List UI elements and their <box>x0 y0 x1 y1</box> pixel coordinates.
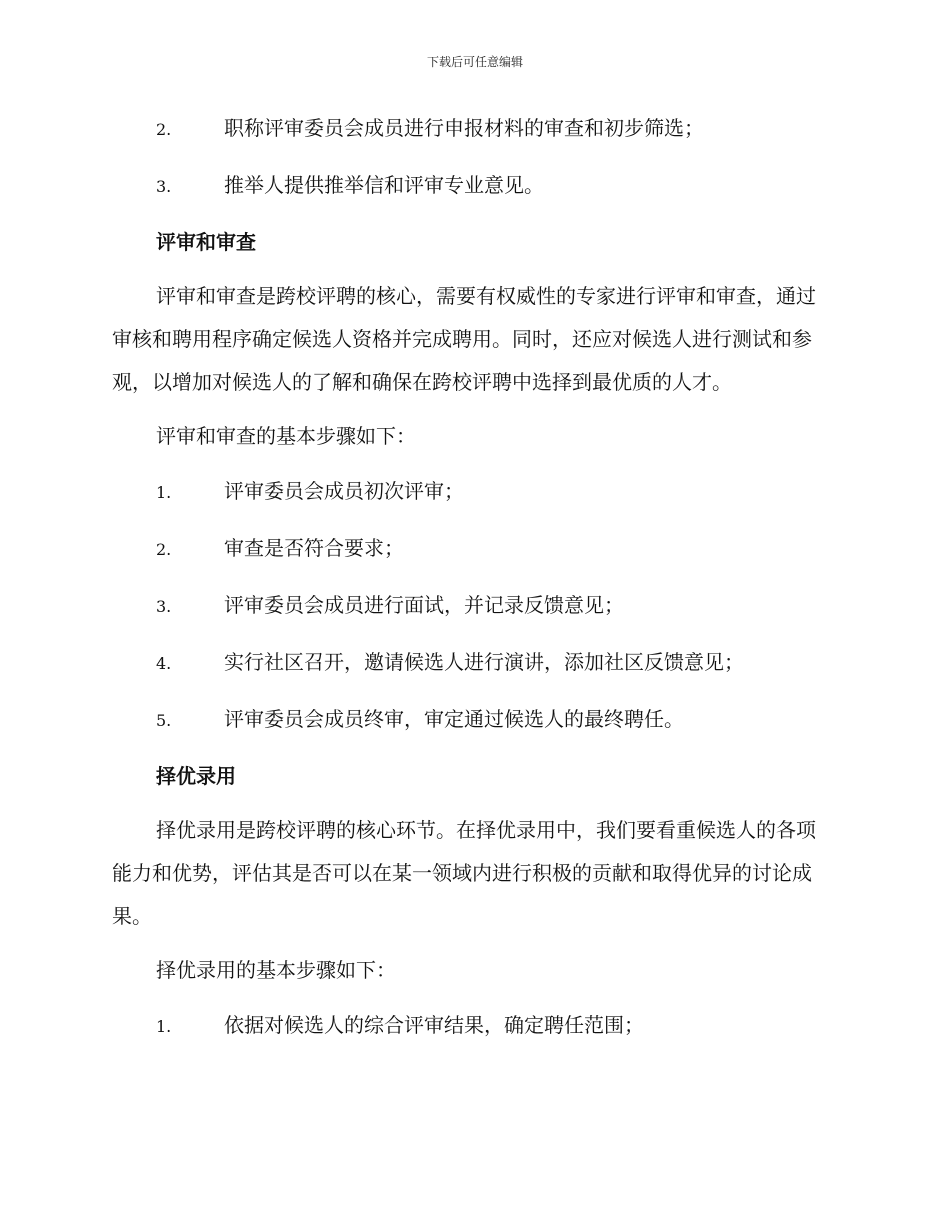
list-number: 5. <box>156 711 172 730</box>
list-text: 依据对候选人的综合评审结果，确定聘任范围； <box>224 1013 644 1037</box>
list-text: 审查是否符合要求； <box>224 536 404 560</box>
list-number: 1. <box>156 483 172 502</box>
list-text: 实行社区召开，邀请候选人进行演讲，添加社区反馈意见； <box>224 650 744 674</box>
document-body <box>112 106 832 1060</box>
paragraph-review-steps-title: 评审和审查的基本步骤如下： <box>156 424 416 448</box>
section-heading-review: 评审和审查 <box>156 230 256 254</box>
list-text: 评审委员会成员初次评审； <box>224 479 464 503</box>
page-header: 下载后可任意编辑 <box>426 55 523 69</box>
list-text: 评审委员会成员终审，审定通过候选人的最终聘任。 <box>224 707 684 731</box>
list-item <box>112 583 832 629</box>
paragraph-select-intro: 择优录用是跨校评聘的核心环节。在择优录用中，我们要看重候选人的各项能力和优势，评估其是否可以在某一领域内进行积极的贡献和取得优异的讨论成果。 <box>112 818 816 928</box>
section-heading-select: 择优录用 <box>156 764 236 788</box>
list-number: 2. <box>156 120 172 139</box>
list-item <box>112 697 832 743</box>
list-number: 4. <box>156 654 172 673</box>
list-text: 推举人提供推举信和评审专业意见。 <box>224 173 544 197</box>
list-item <box>112 106 832 152</box>
list-item <box>112 469 832 515</box>
list-item <box>112 163 832 209</box>
list-number: 2. <box>156 540 172 559</box>
list-item <box>112 1003 832 1049</box>
list-number: 3. <box>156 597 172 616</box>
list-text: 评审委员会成员进行面试，并记录反馈意见； <box>224 593 624 617</box>
paragraph-select-steps-title: 择优录用的基本步骤如下： <box>156 958 396 982</box>
list-text: 职称评审委员会成员进行申报材料的审查和初步筛选； <box>224 116 704 140</box>
list-item <box>112 526 832 572</box>
paragraph-review-intro: 评审和审查是跨校评聘的核心，需要有权威性的专家进行评审和审查，通过审核和聘用程序确定候选人资格并完成聘用。同时，还应对候选人进行测试和参观，以增加对候选人的了解和确保在跨校评聘中选择到最优质的人才。 <box>112 284 816 394</box>
list-item <box>112 640 832 686</box>
list-number: 3. <box>156 177 172 196</box>
list-number: 1. <box>156 1017 172 1036</box>
